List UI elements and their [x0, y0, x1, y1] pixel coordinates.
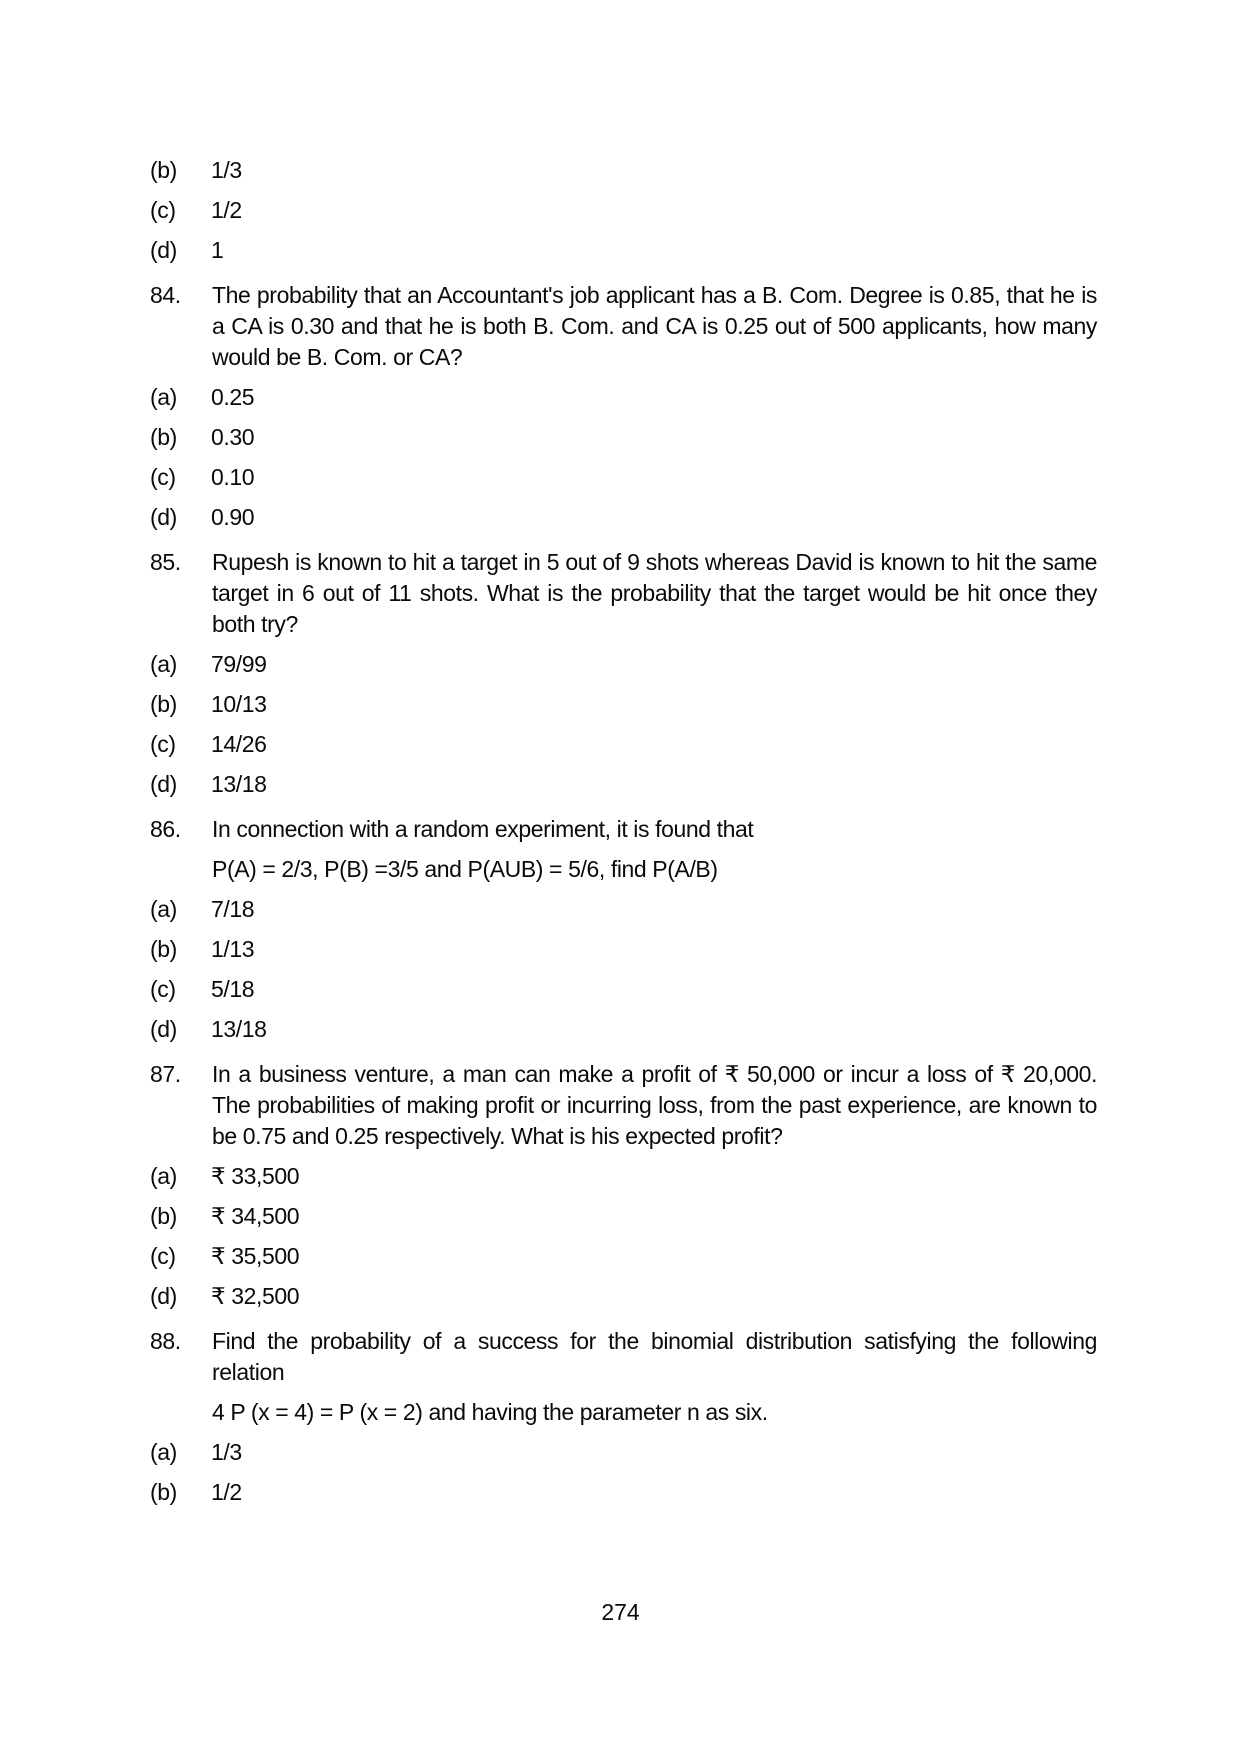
option-value: 1 — [211, 237, 224, 263]
option-row — [150, 462, 1241, 493]
option-row — [150, 1477, 1241, 1508]
option-row — [150, 235, 1241, 266]
question-row — [150, 547, 1241, 640]
option-row — [150, 502, 1241, 533]
page-number: 274 — [601, 1599, 640, 1625]
option-value: 14/26 — [211, 731, 267, 757]
question-number: 85. — [150, 549, 181, 575]
option-row — [150, 689, 1241, 720]
option-value: ₹ 33,500 — [211, 1163, 300, 1189]
option-letter: (d) — [150, 237, 177, 263]
leading-options-group — [150, 155, 1241, 266]
option-value: 1/2 — [211, 1479, 242, 1505]
option-value: 1/3 — [211, 1439, 242, 1465]
option-value: 1/3 — [211, 157, 242, 183]
question-row — [150, 1059, 1241, 1152]
option-row — [150, 1161, 1241, 1192]
option-row — [150, 1014, 1241, 1045]
option-row — [150, 729, 1241, 760]
question-row — [150, 280, 1241, 373]
option-value: 0.25 — [211, 384, 255, 410]
option-letter: (a) — [150, 1439, 177, 1465]
question-text: In connection with a random experiment, it is found that — [212, 816, 754, 842]
option-row — [150, 422, 1241, 453]
option-row — [150, 649, 1241, 680]
option-value: 1/13 — [211, 936, 255, 962]
question-number: 88. — [150, 1328, 181, 1354]
option-row — [150, 934, 1241, 965]
option-row — [150, 155, 1241, 186]
option-row — [150, 195, 1241, 226]
option-letter: (d) — [150, 1016, 177, 1042]
option-row — [150, 1281, 1241, 1312]
option-value: 0.10 — [211, 464, 255, 490]
option-value: 13/18 — [211, 771, 267, 797]
question-text: Rupesh is known to hit a target in 5 out of 9 shots whereas David is known to hit the same target in 6 out of 11 shots. What is the probability that the target would be hit once they both try? — [212, 549, 1097, 637]
option-row — [150, 1437, 1241, 1468]
option-row — [150, 382, 1241, 413]
option-letter: (b) — [150, 424, 177, 450]
option-row — [150, 894, 1241, 925]
option-letter: (b) — [150, 936, 177, 962]
option-value: 0.30 — [211, 424, 255, 450]
option-value: 13/18 — [211, 1016, 267, 1042]
option-letter: (a) — [150, 1163, 177, 1189]
question-formula: P(A) = 2/3, P(B) =3/5 and P(AUB) = 5/6, find P(A/B) — [212, 856, 718, 882]
option-letter: (b) — [150, 157, 177, 183]
option-value: 1/2 — [211, 197, 242, 223]
option-value: 7/18 — [211, 896, 255, 922]
question-block — [150, 814, 1241, 1045]
question-block — [150, 1326, 1241, 1508]
option-letter: (c) — [150, 731, 176, 757]
question-number: 84. — [150, 282, 181, 308]
option-row — [150, 769, 1241, 800]
question-text: Find the probability of a success for the binomial distribution satisfying the following relation — [212, 1328, 1097, 1385]
question-formula: 4 P (x = 4) = P (x = 2) and having the parameter n as six. — [212, 1399, 768, 1425]
option-letter: (d) — [150, 504, 177, 530]
option-letter: (d) — [150, 771, 177, 797]
option-letter: (d) — [150, 1283, 177, 1309]
option-letter: (b) — [150, 691, 177, 717]
option-letter: (a) — [150, 384, 177, 410]
option-value: 79/99 — [211, 651, 267, 677]
question-row — [150, 814, 1241, 845]
option-value: 10/13 — [211, 691, 267, 717]
option-letter: (c) — [150, 464, 176, 490]
option-value: ₹ 34,500 — [211, 1203, 300, 1229]
option-letter: (b) — [150, 1203, 177, 1229]
question-text: The probability that an Accountant's job applicant has a B. Com. Degree is 0.85, that he is a CA is 0.30 and that he is both B. Com. and CA is 0.25 out of 500 applicants, how many would be B. Com. or CA? — [212, 282, 1097, 370]
option-value: ₹ 35,500 — [211, 1243, 300, 1269]
option-letter: (b) — [150, 1479, 177, 1505]
option-value: 0.90 — [211, 504, 255, 530]
question-block — [150, 1059, 1241, 1312]
option-letter: (c) — [150, 197, 176, 223]
option-letter: (a) — [150, 651, 177, 677]
question-block — [150, 280, 1241, 533]
option-row — [150, 1201, 1241, 1232]
option-letter: (c) — [150, 976, 176, 1002]
option-row — [150, 974, 1241, 1005]
question-row — [150, 1326, 1241, 1388]
option-row — [150, 1241, 1241, 1272]
question-text: In a business venture, a man can make a profit of ₹ 50,000 or incur a loss of ₹ 20,000. The probabilities of making profit or incurring loss, from the past experience, are known to be 0.75 and 0.25 respectively. What is his expected profit? — [212, 1061, 1097, 1149]
question-number: 87. — [150, 1061, 181, 1087]
option-value: ₹ 32,500 — [211, 1283, 300, 1309]
option-letter: (c) — [150, 1243, 176, 1269]
question-number: 86. — [150, 816, 181, 842]
option-letter: (a) — [150, 896, 177, 922]
option-value: 5/18 — [211, 976, 255, 1002]
question-block — [150, 547, 1241, 800]
